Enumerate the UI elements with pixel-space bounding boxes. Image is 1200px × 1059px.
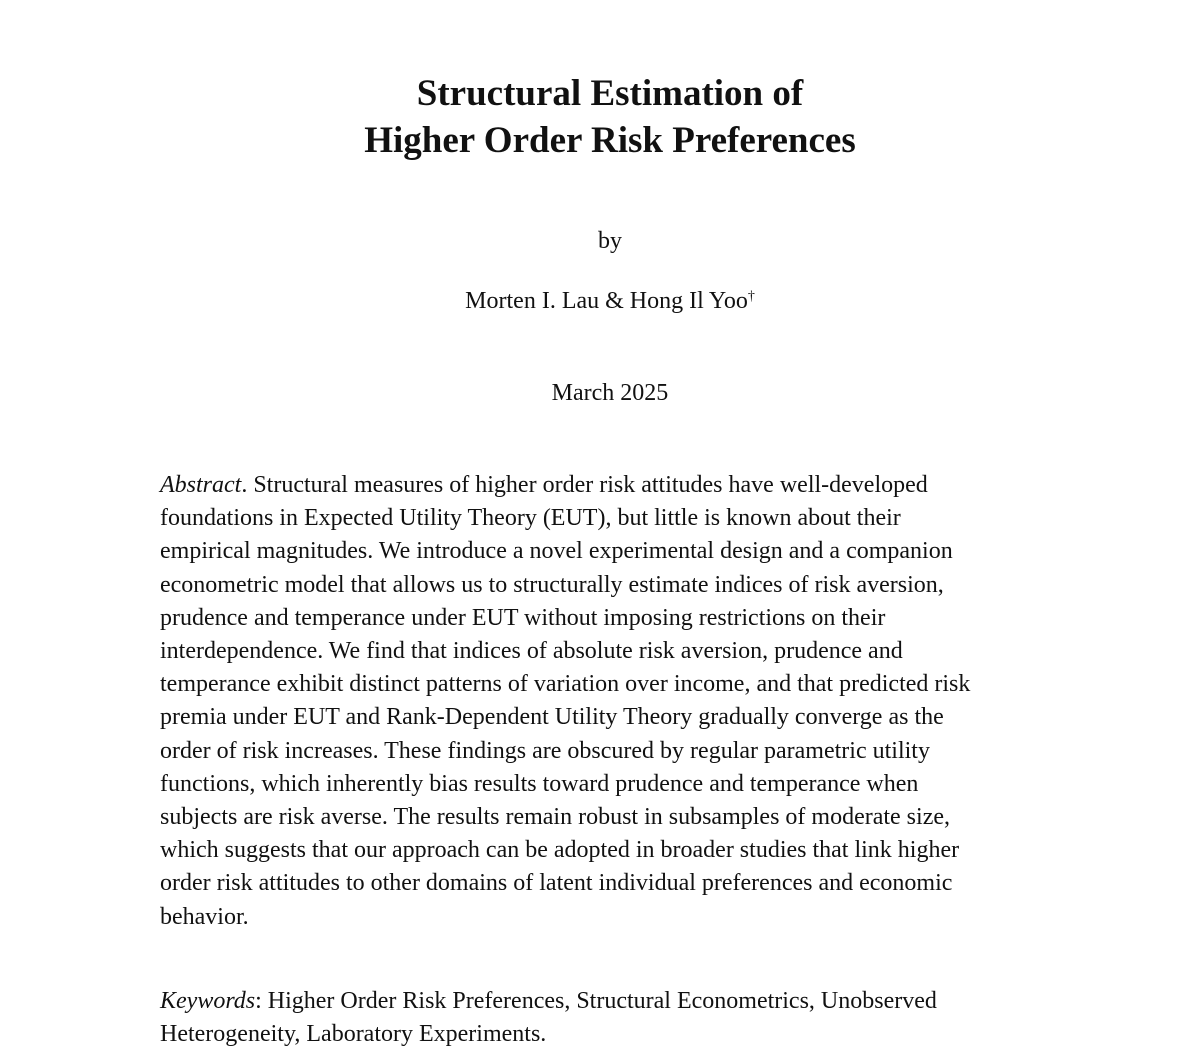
paper-title [0, 70, 1200, 164]
abstract-line: empirical magnitudes. We introduce a novel experimental design and a companion [160, 538, 953, 565]
author-footnote-mark: † [747, 289, 755, 304]
keywords-line [160, 985, 1060, 1018]
publication-date: March 2025 [551, 380, 669, 406]
abstract-line: order risk attitudes to other domains of latent individual preferences and economic [160, 870, 953, 897]
keywords-line: Heterogeneity, Laboratory Experiments. [160, 1021, 547, 1048]
keywords [160, 985, 1060, 1051]
author-names: Morten I. Lau & Hong Il Yoo [465, 288, 748, 314]
paper-title-line-2: Higher Order Risk Preferences [364, 120, 856, 161]
abstract-line: which suggests that our approach can be adopted in broader studies that link higher [160, 837, 960, 864]
abstract-line: foundations in Expected Utility Theory (EUT), but little is known about their [160, 505, 901, 532]
byline: by [598, 228, 622, 254]
abstract-line-text: . Structural measures of higher order risk attitudes have well-developed [241, 472, 928, 498]
abstract-line: interdependence. We find that indices of absolute risk aversion, prudence and [160, 638, 903, 665]
abstract-line [160, 469, 1060, 502]
abstract-line: temperance exhibit distinct patterns of variation over income, and that predicted risk [160, 671, 971, 698]
paper-title-line-1: Structural Estimation of [416, 73, 804, 114]
author-list [0, 286, 1200, 316]
abstract-line: prudence and temperance under EUT without imposing restrictions on their [160, 604, 886, 631]
abstract-line: order of risk increases. These findings are obscured by regular parametric utility [160, 737, 930, 764]
abstract [160, 469, 1060, 934]
abstract-line: functions, which inherently bias results toward prudence and temperance when [160, 770, 919, 797]
abstract-line: premia under EUT and Rank-Dependent Utility Theory gradually converge as the [160, 704, 944, 731]
keywords-label: Keywords [160, 988, 256, 1014]
keywords-line-text: : Higher Order Risk Preferences, Structural Econometrics, Unobserved [255, 988, 937, 1014]
abstract-label: Abstract [160, 472, 242, 498]
abstract-line: subjects are risk averse. The results remain robust in subsamples of moderate size, [160, 804, 950, 831]
abstract-line: behavior. [160, 903, 249, 930]
abstract-line: econometric model that allows us to structurally estimate indices of risk aversion, [160, 571, 944, 598]
